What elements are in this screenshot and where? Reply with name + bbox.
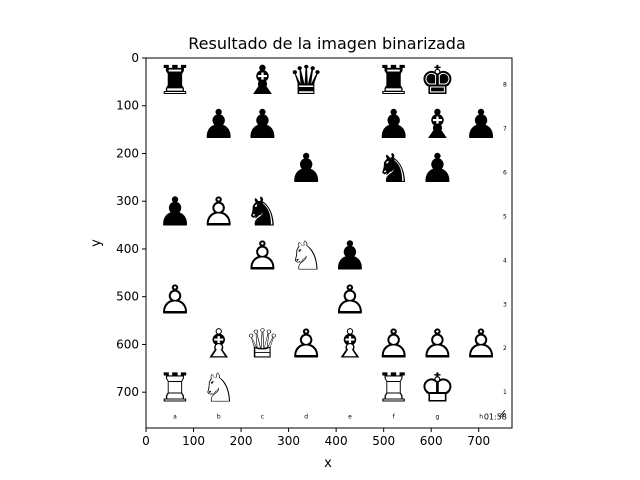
y-tick-label: 600 — [116, 337, 139, 352]
piece-black-pawn: ♟ — [375, 101, 412, 148]
file-label: c — [260, 413, 265, 421]
file-label: h — [479, 413, 484, 421]
piece-black-knight: ♞ — [375, 145, 412, 192]
rank-label: 5 — [502, 213, 507, 221]
x-tick-label: 500 — [372, 434, 396, 448]
piece-black-pawn: ♟ — [463, 101, 500, 148]
y-tick-label: 700 — [116, 385, 139, 400]
piece-black-king: ♚ — [419, 57, 456, 104]
rank-label: 3 — [502, 301, 507, 309]
piece-white-pawn: ♙ — [463, 321, 500, 368]
piece-white-bishop: ♗ — [200, 321, 237, 368]
y-tick-label: 100 — [116, 98, 139, 113]
file-label: g — [435, 413, 440, 421]
y-tick-label: 200 — [116, 146, 139, 161]
file-label: b — [216, 413, 221, 421]
file-label: e — [348, 413, 352, 421]
x-tick-label: 600 — [419, 434, 443, 448]
piece-white-knight: ♘ — [200, 365, 237, 412]
clock-readout: 01:58 — [483, 412, 507, 422]
y-axis-label: y — [89, 239, 104, 247]
piece-black-pawn: ♟ — [157, 189, 193, 236]
piece-white-rook: ♖ — [375, 365, 412, 412]
x-tick-label: 100 — [182, 434, 205, 448]
file-label: a — [173, 413, 177, 421]
rank-label: 8 — [502, 81, 507, 89]
x-tick-label: 0 — [142, 434, 150, 448]
file-label: f — [392, 413, 395, 421]
file-label: d — [304, 413, 309, 421]
piece-black-knight: ♞ — [244, 189, 281, 236]
piece-white-pawn: ♙ — [375, 321, 412, 368]
piece-white-bishop: ♗ — [331, 321, 368, 368]
piece-white-pawn: ♙ — [157, 277, 193, 324]
piece-black-queen: ♛ — [288, 57, 325, 104]
piece-black-pawn: ♟ — [331, 233, 368, 280]
rank-label: 2 — [502, 345, 507, 353]
x-tick-label: 300 — [277, 434, 301, 448]
piece-white-pawn: ♙ — [244, 233, 281, 280]
x-tick-label: 700 — [467, 434, 491, 448]
piece-white-queen: ♕ — [244, 321, 281, 368]
x-tick-label: 200 — [229, 434, 253, 448]
piece-black-bishop: ♝ — [419, 101, 456, 148]
rank-label: 1 — [502, 389, 507, 397]
chart-title: Resultado de la imagen binarizada — [188, 34, 466, 53]
piece-black-pawn: ♟ — [288, 145, 325, 192]
piece-black-pawn: ♟ — [200, 101, 237, 148]
x-axis-label: x — [324, 456, 332, 471]
y-tick-label: 300 — [116, 194, 139, 209]
piece-white-pawn: ♙ — [331, 277, 368, 324]
piece-black-rook: ♜ — [157, 57, 193, 104]
y-tick-label: 500 — [116, 289, 139, 304]
piece-white-pawn: ♙ — [288, 321, 325, 368]
piece-black-bishop: ♝ — [244, 57, 281, 104]
y-tick-label: 400 — [116, 241, 139, 256]
rank-label: 7 — [502, 125, 507, 133]
rank-label: 6 — [502, 169, 507, 177]
piece-white-rook: ♖ — [157, 365, 193, 412]
y-tick-label: 0 — [131, 51, 139, 65]
piece-black-pawn: ♟ — [244, 101, 281, 148]
rank-label: 4 — [502, 257, 507, 265]
piece-white-pawn: ♙ — [419, 321, 456, 368]
x-tick-label: 400 — [324, 434, 348, 448]
piece-white-king: ♔ — [419, 365, 456, 412]
piece-black-pawn: ♟ — [419, 145, 456, 192]
piece-black-rook: ♜ — [375, 57, 412, 104]
piece-white-knight: ♘ — [288, 233, 325, 280]
piece-white-pawn: ♙ — [200, 189, 237, 236]
